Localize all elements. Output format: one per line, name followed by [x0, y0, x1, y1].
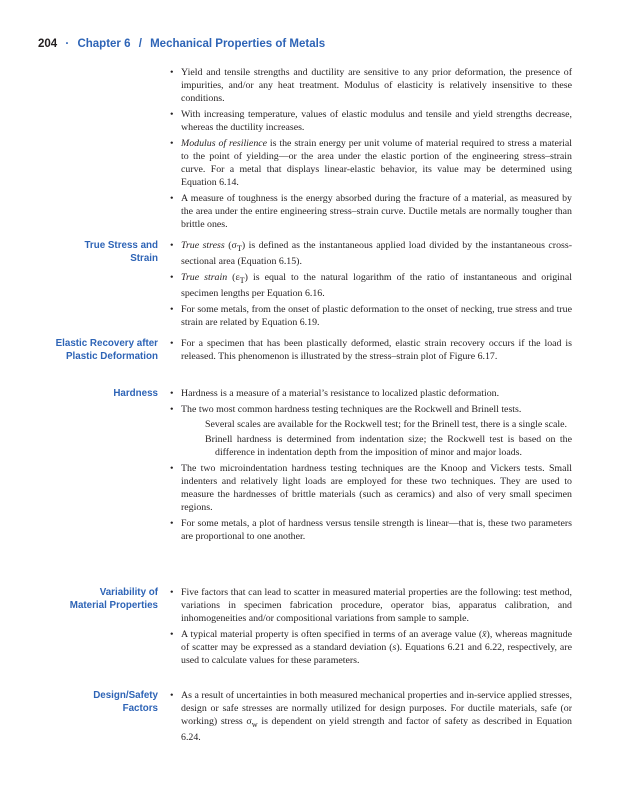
term: Modulus of resilience [181, 138, 268, 149]
list-item: • As a result of uncertainties in both measured mechanical properties and in-service applied stresses, design or safe stresses are normally utilized for design purposes. For ductile materials, safe (or working) stress $\sigma_w$ is dependent on yield strength and factor of safety as described in Equation 6.24. [170, 689, 572, 744]
list-item: • The two most common hardness testing techniques are the Rockwell and Brinell tests. Several scales are available for the Rockwell test; for the Brinell test, there is a single scale. Brinell hardness is determined from indentation size; the Rockwell test is based on the difference in indentation depth from the imposition of minor and major loads. [170, 403, 572, 459]
bullet-list [170, 337, 572, 363]
bullet-list [170, 586, 572, 667]
chapter-title: Mechanical Properties of Metals [150, 38, 326, 50]
list-item: • Yield and tensile strengths and ductility are sensitive to any prior deformation, the presence of impurities, and/or any heat treatment. Modulus of elasticity is relatively insensitive to these conditions. [170, 66, 572, 105]
list-item: • Modulus of resilience is the strain energy per unit volume of material required to stress a material to the point of yielding—or the area under the elastic portion of the engineering stress–strain curve. For a metal that displays linear-elastic behavior, its value may be determined using Equation 6.14. [170, 137, 572, 189]
sub-item: Brinell hardness is determined from indentation size; the Rockwell test is based on the difference in indentation depth from the imposition of minor and major loads. [205, 434, 572, 458]
header-slash: / [138, 38, 142, 50]
chapter-number: Chapter 6 [77, 38, 131, 50]
header-dot: · [65, 38, 70, 50]
page-number: 204 [38, 38, 58, 50]
section-label: Design/Safety Factors [93, 690, 158, 714]
bullet-list [170, 387, 572, 543]
section-label: True Stress and Strain [84, 240, 158, 264]
list-item: • True stress $(\sigma_T)$ is defined as the instantaneous applied load divided by the instantaneous cross-sectional area (Equation 6.15). [170, 239, 572, 268]
running-header [38, 38, 325, 50]
bullet-list [170, 66, 572, 231]
list-item: • The two microindentation hardness testing techniques are the Knoop and Vickers tests. Small indenters and relatively light loads are employed for these two techniques. They are used to measure the hardnesses of brittle materials (such as ceramics) and also of very small specimen regions. [170, 462, 572, 514]
bullet-list [170, 239, 572, 329]
section-label: Elastic Recovery after Plastic Deformation [55, 338, 158, 362]
list-item: • A measure of toughness is the energy absorbed during the fracture of a material, as measured by the area under the entire engineering stress–strain curve. Ductile metals are normally tougher than brittle ones. [170, 192, 572, 231]
list-item: • A typical material property is often specified in terms of an average value (x̄), whereas magnitude of scatter may be expressed as a standard deviation (s). Equations 6.21 and 6.22, respectively, are used to calculate values for these parameters. [170, 628, 572, 667]
bullet-list [170, 689, 572, 744]
section-label: Variability of Material Properties [69, 587, 158, 611]
list-item: • For some metals, from the onset of plastic deformation to the onset of necking, true stress and true strain are related by Equation 6.19. [170, 303, 572, 329]
section-label: Hardness [113, 388, 158, 399]
sub-item: Several scales are available for the Rockwell test; for the Brinell test, there is a single scale. [205, 419, 567, 430]
list-item: • For a specimen that has been plastically deformed, elastic strain recovery occurs if the load is released. This phenomenon is illustrated by the stress–strain plot of Figure 6.17. [170, 337, 572, 363]
list-item: • With increasing temperature, values of elastic modulus and tensile and yield strengths decrease, whereas the ductility increases. [170, 108, 572, 134]
list-item: • Hardness is a measure of a material’s resistance to localized plastic deformation. [170, 387, 572, 400]
list-item: • True strain $(\varepsilon_T)$ is equal to the natural logarithm of the ratio of instantaneous and original specimen lengths per Equation 6.16. [170, 271, 572, 300]
list-item: • For some metals, a plot of hardness versus tensile strength is linear—that is, these two parameters are proportional to one another. [170, 517, 572, 543]
list-item: • Five factors that can lead to scatter in measured material properties are the following: test method, variations in specimen fabrication procedure, operator bias, apparatus calibration, and inhomogeneities and/or compositional variations from sample to sample. [170, 586, 572, 625]
